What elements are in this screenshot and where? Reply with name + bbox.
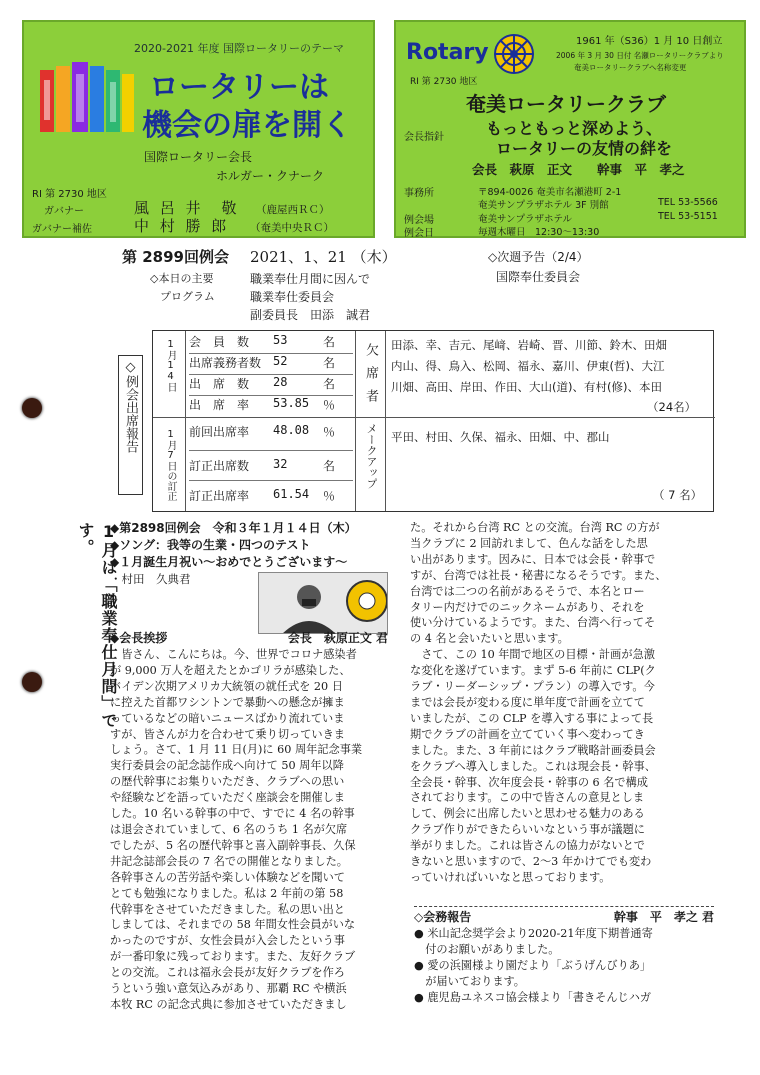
- report-label: ◇会務報告: [414, 910, 472, 924]
- meeting-number: 第 2899回例会: [122, 248, 229, 266]
- district-label: RI 第 2730 地区: [32, 189, 107, 200]
- program-label-1: ◇本日の主要: [150, 272, 214, 285]
- row-label: 訂正出席率: [189, 489, 250, 503]
- row-unit: ％: [323, 425, 336, 439]
- text-line: かったのですが、女性会員が入会したという事: [110, 934, 345, 948]
- text-line: ました。また、3 年前にはクラブ戦略計画委員会: [410, 743, 656, 757]
- report-item: ● 愛の浜園様より園だより「ぶうげんびりあ」: [414, 958, 652, 972]
- text-line: でしたが、5 名の歴代幹事と喜入副幹事長、久保: [110, 838, 356, 852]
- text-line: すが、皆さんが力を合わせて乗り切っていきま: [110, 727, 345, 741]
- text-line: きないと思いますので、2～3 年かけてでも変わ: [410, 855, 652, 869]
- text-line: をクラブへ導入しました。これは現会長・幹事、: [410, 759, 656, 773]
- club-renamed-line2: 奄美ロータリークラブへ名称変更: [574, 63, 687, 72]
- president-photo: [258, 572, 388, 634]
- office-address1: 〒894-0026 奄美市名瀬港町 2-1: [478, 187, 622, 198]
- speech-continued: [410, 520, 710, 886]
- text-line: うという強い意気込みがあり、那覇 RC や横浜: [110, 982, 347, 996]
- text-line: しましては、それまでの 58 年間女性会員がいな: [110, 918, 356, 932]
- text-line: さて、この 10 年間で地区の目標・計画が急激: [410, 648, 655, 662]
- absent-line: 内山、得、鳥入、松岡、福永、嘉川、伊東(哲)、大江: [391, 359, 665, 373]
- program-line2: 職業奉仕委員会: [250, 290, 335, 304]
- row-value: 52: [273, 354, 288, 368]
- text-line: バイデン次期アメリカ大統領の就任式を 20 日: [110, 679, 343, 693]
- venue: 奄美サンプラザホテル: [478, 214, 573, 225]
- text-line: 挙がりました。これは皆さんの協力がないとで: [410, 839, 645, 853]
- ri-president-name: ホルガー・クナーク: [216, 169, 325, 183]
- governor-name: 風 呂 井 敬: [134, 199, 240, 217]
- club-district: RI 第 2730 地区: [410, 77, 478, 87]
- report-item: ● 米山記念奨学会より2020-21年度下期普通寄: [414, 927, 653, 940]
- text-line: 実行委員会の記念誌作成へ向けて 50 周年以降: [110, 759, 344, 773]
- speech-by: 会長 萩原正文 君: [287, 631, 388, 645]
- row-label: 前回出席率: [189, 425, 250, 439]
- office-address2: 奄美サンプラザホテル 3F 別館: [478, 200, 609, 211]
- speech-text: [110, 647, 394, 1013]
- speech-section: [110, 630, 394, 1013]
- text-line: タリー内だけでのニックネームがあり、それを: [410, 600, 645, 614]
- policy-line2: ロータリーの友情の絆を: [496, 139, 673, 158]
- text-line: が 9,000 万人を超えたとかゴリラが感染した、: [110, 663, 351, 677]
- speech-heading: [110, 630, 394, 647]
- absent-line: 川畑、高田、岸田、作田、大山(道)、有村(修)、本田: [391, 380, 662, 394]
- office-label: 事務所: [404, 188, 434, 199]
- text-line: 当クラブに 2 回訪れまして、色んな話をした思: [410, 536, 648, 550]
- doors-logo: [38, 60, 138, 140]
- row-value: 32: [273, 457, 288, 471]
- row-label: 出席義務者数: [189, 356, 262, 370]
- text-line: の 4 名と会いたいと思います。: [410, 632, 569, 646]
- report-list: [414, 926, 714, 1006]
- theme-title-line2: 機会の扉を開く: [142, 108, 352, 143]
- makeup-label: メークアップ: [365, 423, 378, 489]
- text-line: っていければいいなと思っております。: [410, 870, 611, 884]
- attendance-side-label: ◇例会出席報告: [118, 355, 143, 495]
- absent-count: （24名）: [647, 400, 697, 414]
- program-label-2: プログラム: [160, 290, 215, 303]
- birthday-name: ・村田 久典君: [110, 572, 191, 586]
- absent-label: 欠席者: [363, 343, 378, 412]
- text-line: は退会されていまして、6 名のうち 1 名が欠席: [110, 822, 348, 836]
- text-line: までは会長が変わる度に単年度で計画を立てて: [410, 695, 645, 709]
- text-line: た。それから台湾 RC との交流。台湾 RC の方が: [410, 521, 660, 534]
- text-line: すが、台湾では社長・秘書になるそうです。また、: [410, 568, 667, 582]
- text-line: の歴代幹事にお集りいただき、クラブへの思い: [110, 775, 345, 789]
- attendance-row: [189, 451, 353, 481]
- meeting-date: 2021、1、21 （木）: [250, 248, 397, 266]
- theme-year: 2020-2021 年度 国際ロータリーのテーマ: [134, 42, 344, 55]
- attendance-row: [189, 423, 353, 451]
- row-unit: ％: [323, 489, 336, 503]
- text-line: 期でクラブの計画を立てていく事へ変わってき: [410, 727, 645, 741]
- row-unit: 名: [323, 459, 336, 473]
- club-box: [394, 20, 746, 238]
- row-unit: 名: [323, 377, 336, 391]
- text-line: が一番印象に残っております。また、友好クラブ: [110, 950, 356, 964]
- text-line: 使い分けているようです。また、台湾へ行ってそ: [410, 616, 656, 630]
- row-label: 訂正出席数: [189, 459, 250, 473]
- attendance-row: [189, 333, 353, 354]
- text-line: 井記念誌部会長の 7 名での開催となりました。: [110, 854, 348, 868]
- policy-label: 会長指針: [404, 132, 444, 143]
- text-line: クラブ作りができたらいいなという事が議題に: [410, 823, 645, 837]
- punch-hole-top: [22, 398, 42, 418]
- governor-label: ガバナー: [44, 206, 84, 217]
- heading-meeting: ◆第2898回例会 令和３年１月１４日（木）: [110, 521, 357, 535]
- row-unit: ％: [323, 398, 336, 412]
- text-line: 代幹事をさせていただきました。私の思い出と: [110, 902, 345, 916]
- text-line: いましたが、この CLP を導入する事によって長: [410, 711, 654, 725]
- punch-hole-bottom: [22, 672, 42, 692]
- attendance-rows-0114: [189, 333, 353, 417]
- right-column: [410, 520, 710, 886]
- theme-box: [22, 20, 375, 238]
- person-icon: [259, 573, 388, 634]
- speech-label: ◆会長挨拶: [110, 631, 168, 645]
- program-line3: 副委員長 田添 誠君: [250, 308, 371, 322]
- club-renamed-line1: 2006 年 3 月 30 日付 名瀬ロータリークラブより: [556, 51, 724, 60]
- text-line: ラブ・リーダーシップ・プラン）の導入です。今: [410, 680, 655, 694]
- text-line: 各幹事さんの苦労話や楽しい体験などを聞いて: [110, 870, 345, 884]
- meeting-day-label: 例会日: [404, 228, 434, 239]
- governor-club: （鹿屋西ＲＣ）: [256, 204, 330, 216]
- report-heading: [414, 909, 714, 926]
- attendance-date2: 1月7日の訂正: [165, 429, 176, 501]
- club-founded: 1961 年（S36）1 月 10 日創立: [576, 36, 723, 47]
- business-report: [414, 906, 714, 1006]
- rotary-wheel-icon: [492, 32, 536, 76]
- row-value: 61.54: [273, 487, 310, 501]
- assist-governor-club: （奄美中央ＲＣ）: [250, 222, 334, 234]
- attendance-row: [189, 375, 353, 396]
- attendance-row: [189, 354, 353, 375]
- attendance-table: [152, 330, 714, 512]
- assist-governor-name: 中 村 勝 郎: [134, 217, 230, 235]
- row-label: 出 席 率: [189, 398, 250, 412]
- text-line: 台湾では二つの名前があるそうで、本名とロー: [410, 584, 645, 598]
- heading-birthday: ◆１月誕生月祝い～おめでとうございます～: [110, 555, 348, 569]
- heading-song: ◆ソング：我等の生業・四つのテスト: [110, 538, 311, 552]
- row-value: 53.85: [273, 396, 310, 410]
- office-tel: TEL 53-5566: [658, 197, 718, 208]
- text-line: 皆さん、こんにちは。今、世界でコロナ感染者: [110, 648, 357, 661]
- row-unit: 名: [323, 335, 336, 349]
- report-by: 幹事 平 孝之 君: [613, 910, 714, 924]
- venue-tel: TEL 53-5151: [658, 211, 718, 222]
- text-line: に控えた首都ワシントンで暴動への懸念が擁ま: [110, 695, 345, 709]
- program-line1: 職業奉仕月間に因んで: [250, 272, 371, 286]
- attendance-row: [189, 396, 353, 417]
- text-line: されております。この中で皆さんの意見としま: [410, 791, 645, 805]
- vertical-month-title: 1月は「職業奉仕月間」です。: [76, 522, 118, 729]
- report-item: ● 鹿児島ユネスコ協会様より「書きそんじハガ: [414, 990, 652, 1004]
- row-value: 28: [273, 375, 288, 389]
- text-line: とても勉強になりました。私は 2 年前の第 58: [110, 886, 344, 900]
- venue-label: 例会場: [404, 215, 434, 226]
- text-line: っているなどの暗いニュースばかり流れていま: [110, 711, 345, 725]
- report-item: が届いております。: [414, 974, 525, 988]
- policy-line1: もっともっと深めよう、: [486, 119, 663, 138]
- club-name: 奄美ロータリークラブ: [466, 92, 666, 116]
- attendance-date1: 1月14日: [165, 339, 176, 392]
- row-unit: 名: [323, 356, 336, 370]
- row-label: 会 員 数: [189, 335, 250, 349]
- row-value: 53: [273, 333, 288, 347]
- assist-governor-label: ガバナー補佐: [32, 224, 92, 235]
- text-line: い出があります。因みに、日本では会長・幹事で: [410, 552, 656, 566]
- next-week-label: ◇次週予告（2/4）: [488, 250, 589, 264]
- text-line: した。10 名いる幹事の中で、すでに 4 名の幹事: [110, 807, 355, 821]
- row-value: 48.08: [273, 423, 310, 437]
- makeup-list: 平田、村田、久保、福永、田畑、中、郡山: [391, 430, 610, 444]
- text-line: 全会長・幹事、次年度会長・幹事の 6 名で構成: [410, 775, 648, 789]
- rotary-logo-text: Rotary: [406, 40, 489, 65]
- text-line: して、例会に出席したいと思わせる魅力のある: [410, 807, 645, 821]
- absent-line: 田添、幸、吉元、尾﨑、岩崎、晋、川節、鈴木、田畑: [391, 338, 667, 352]
- makeup-count: （ 7 名）: [653, 488, 703, 502]
- attendance-row: [189, 481, 353, 509]
- text-line: しょう。さて、1 月 11 日(月)に 60 周年記念事業: [110, 743, 363, 757]
- row-label: 出 席 数: [189, 377, 250, 391]
- meeting-day: 毎週木曜日 12:30～13:30: [478, 227, 600, 238]
- absent-list: [391, 335, 667, 398]
- theme-title-line1: ロータリーは: [149, 70, 329, 105]
- next-week-text: 国際奉仕委員会: [496, 270, 581, 284]
- report-item: 付のお願いがありました。: [414, 942, 560, 956]
- text-line: との交流。これは福永会長が友好クラブを作ろ: [110, 966, 345, 980]
- text-line: 本牧 RC の記念式典に参加させていただきまし: [110, 997, 347, 1011]
- text-line: や経験などを語っていただく座談会を開催しま: [110, 791, 345, 805]
- ri-president-title: 国際ロータリー会長: [144, 150, 253, 164]
- attendance-rows-0107: [189, 423, 353, 509]
- club-officers: 会長 萩原 正文 幹事 平 孝之: [472, 162, 685, 177]
- text-line: な変化を遂げています。まず 5-6 年前に CLP(ク: [410, 664, 656, 678]
